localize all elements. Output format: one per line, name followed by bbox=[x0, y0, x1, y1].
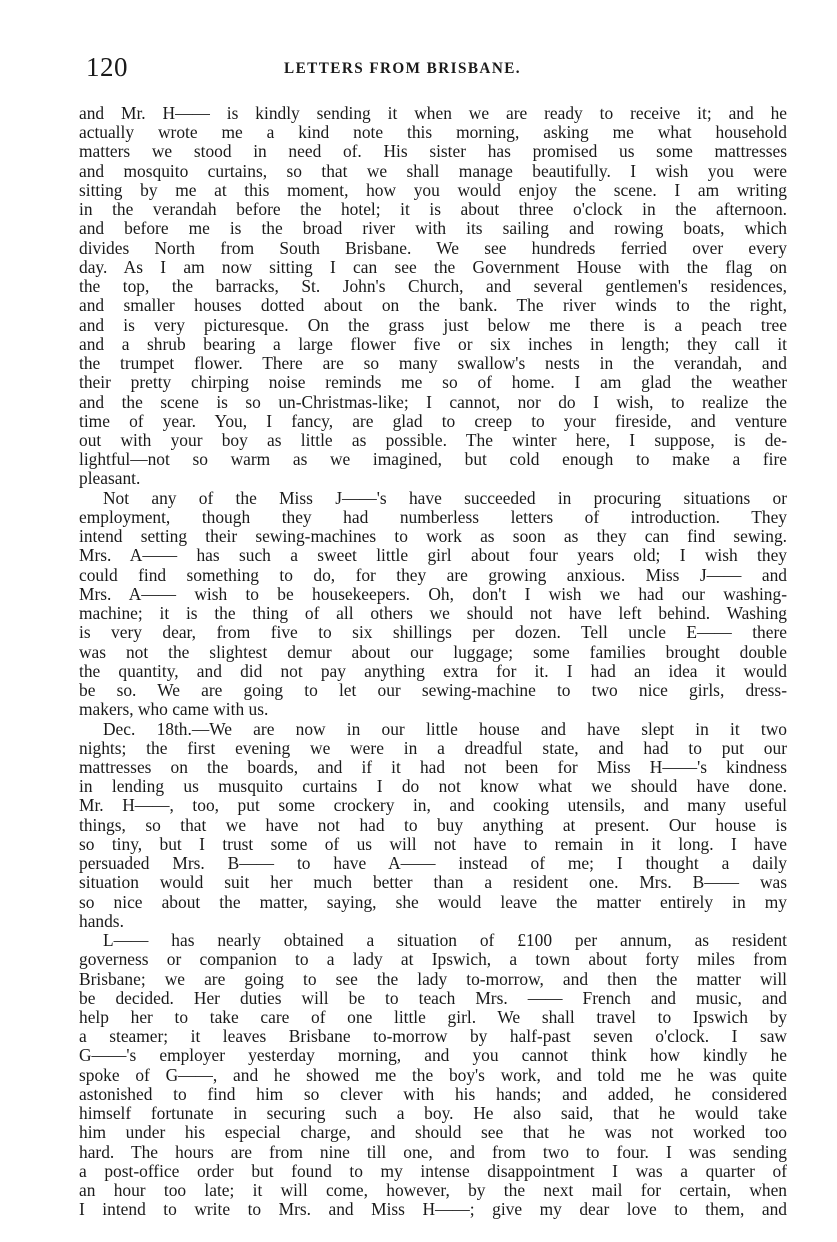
paragraph-end-line: makers, who came with us. bbox=[79, 699, 269, 720]
text-line: day. As I am now sitting I can see the Government House with the flag on bbox=[79, 257, 787, 277]
page-header bbox=[86, 50, 786, 86]
body-text bbox=[79, 104, 787, 1220]
text-line: things, so that we have not had to buy anything at present. Our house is bbox=[79, 815, 787, 835]
text-line: spoke of G——, and he showed me the boy's work, and told me he was quite bbox=[79, 1065, 787, 1085]
text-line: and before me is the broad river with its sailing and rowing boats, which bbox=[79, 219, 787, 239]
text-line: and the scene is so un-Christmas-like; I cannot, nor do I wish, to realize the bbox=[79, 392, 787, 412]
text-line: nights; the first evening we were in a dreadful state, and had to put our bbox=[79, 738, 787, 758]
page-number: 120 bbox=[86, 52, 128, 82]
text-line: sitting by me at this moment, how you would enjoy the scene. I am writing bbox=[79, 180, 787, 200]
text-line: in the verandah before the hotel; it is about three o'clock in the afternoon. bbox=[79, 200, 787, 220]
text-line: is very dear, from five to six shillings per dozen. Tell uncle E—— there bbox=[79, 623, 787, 643]
text-line: and smaller houses dotted about on the bank. The river winds to the right, bbox=[79, 296, 787, 316]
paragraph-start-line: L—— has nearly obtained a situation of £100 per annum, as resident bbox=[103, 931, 787, 951]
text-line: and is very picturesque. On the grass just below me there is a peach tree bbox=[79, 315, 787, 335]
text-line: a post-office order but found to my intense disappointment I was a quarter of bbox=[79, 1161, 787, 1181]
text-line: the trumpet flower. There are so many swallow's nests in the verandah, and bbox=[79, 354, 787, 374]
text-line: Mrs. A—— wish to be housekeepers. Oh, don't I wish we had our washing- bbox=[79, 584, 787, 604]
text-line: governess or companion to a lady at Ipswich, a town about forty miles from bbox=[79, 950, 787, 970]
text-line: an hour too late; it will come, however, by the next mail for certain, when bbox=[79, 1181, 787, 1201]
text-line: mattresses on the boards, and if it had not been for Miss H——'s kindness bbox=[79, 757, 787, 777]
text-line: divides North from South Brisbane. We see hundreds ferried over every bbox=[79, 238, 787, 258]
text-line: Brisbane; we are going to see the lady to-morrow, and then the matter will bbox=[79, 969, 787, 989]
text-line: astonished to find him so clever with his hands; and added, he considered bbox=[79, 1084, 787, 1104]
text-line: employment, though they had numberless letters of introduction. They bbox=[79, 507, 787, 527]
text-line: Mrs. A—— has such a sweet little girl about four years old; I wish they bbox=[79, 546, 787, 566]
text-line: was not the slightest demur about our luggage; some families brought double bbox=[79, 642, 787, 662]
text-line: machine; it is the thing of all others we should not have left behind. Washing bbox=[79, 604, 787, 624]
text-line: him under his especial charge, and should see that he was not worked too bbox=[79, 1123, 787, 1143]
text-line: and Mr. H—— is kindly sending it when we are ready to receive it; and he bbox=[79, 104, 787, 123]
text-line: hard. The hours are from nine till one, and from two to four. I was sending bbox=[79, 1142, 787, 1162]
paragraph-end-line: pleasant. bbox=[79, 468, 141, 489]
text-line: and a shrub bearing a large flower five or six inches in length; they call it bbox=[79, 334, 787, 354]
text-line: time of year. You, I fancy, are glad to creep to your fireside, and venture bbox=[79, 411, 787, 431]
text-line: the top, the barracks, St. John's Church, and several gentlemen's residences, bbox=[79, 277, 787, 297]
text-line: Mr. H——, too, put some crockery in, and cooking utensils, and many useful bbox=[79, 796, 787, 816]
text-line: help her to take care of one little girl. We shall travel to Ipswich by bbox=[79, 1008, 787, 1028]
text-line: intend setting their sewing-machines to work as soon as they can find sewing. bbox=[79, 527, 787, 547]
text-line: persuaded Mrs. B—— to have A—— instead of me; I thought a daily bbox=[79, 854, 787, 874]
running-head: LETTERS FROM BRISBANE. bbox=[284, 60, 522, 77]
text-line: and mosquito curtains, so that we shall manage beautifully. I wish you were bbox=[79, 161, 787, 181]
text-line: I intend to write to Mrs. and Miss H——; give my dear love to them, and bbox=[79, 1200, 787, 1220]
text-line: the quantity, and did not pay anything extra for it. I had an idea it would bbox=[79, 661, 787, 681]
text-line: actually wrote me a kind note this morning, asking me what household bbox=[79, 123, 787, 143]
text-line: could find something to do, for they are growing anxious. Miss J—— and bbox=[79, 565, 787, 585]
paragraph-start-line: Dec. 18th.—We are now in our little house and have slept in it two bbox=[103, 719, 787, 739]
text-line: matters we stood in need of. His sister has promised us some mattresses bbox=[79, 142, 787, 162]
text-line: lightful—not so warm as we imagined, but cold enough to make a fire bbox=[79, 450, 787, 470]
text-line: G——'s employer yesterday morning, and you cannot think how kindly he bbox=[79, 1046, 787, 1066]
text-line: himself fortunate in securing such a boy. He also said, that he would take bbox=[79, 1104, 787, 1124]
text-line: a steamer; it leaves Brisbane to-morrow by half-past seven o'clock. I saw bbox=[79, 1027, 787, 1047]
paragraph-start-line: Not any of the Miss J——'s have succeeded in procuring situations or bbox=[103, 488, 787, 508]
text-line: their pretty chirping noise reminds me so of home. I am glad the weather bbox=[79, 373, 787, 393]
text-line: in lending us musquito curtains I do not know what we should have done. bbox=[79, 777, 787, 797]
text-line: situation would suit her much better than a resident one. Mrs. B—— was bbox=[79, 873, 787, 893]
paragraph-end-line: hands. bbox=[79, 910, 124, 931]
text-line: be so. We are going to let our sewing-machine to two nice girls, dress- bbox=[79, 681, 787, 701]
text-line: so tiny, but I trust some of us will not have to remain in it long. I have bbox=[79, 834, 787, 854]
text-line: out with your boy as little as possible. The winter here, I suppose, is de- bbox=[79, 430, 787, 450]
text-line: so nice about the matter, saying, she would leave the matter entirely in my bbox=[79, 892, 787, 912]
text-line: be decided. Her duties will be to teach Mrs. —— French and music, and bbox=[79, 988, 787, 1008]
